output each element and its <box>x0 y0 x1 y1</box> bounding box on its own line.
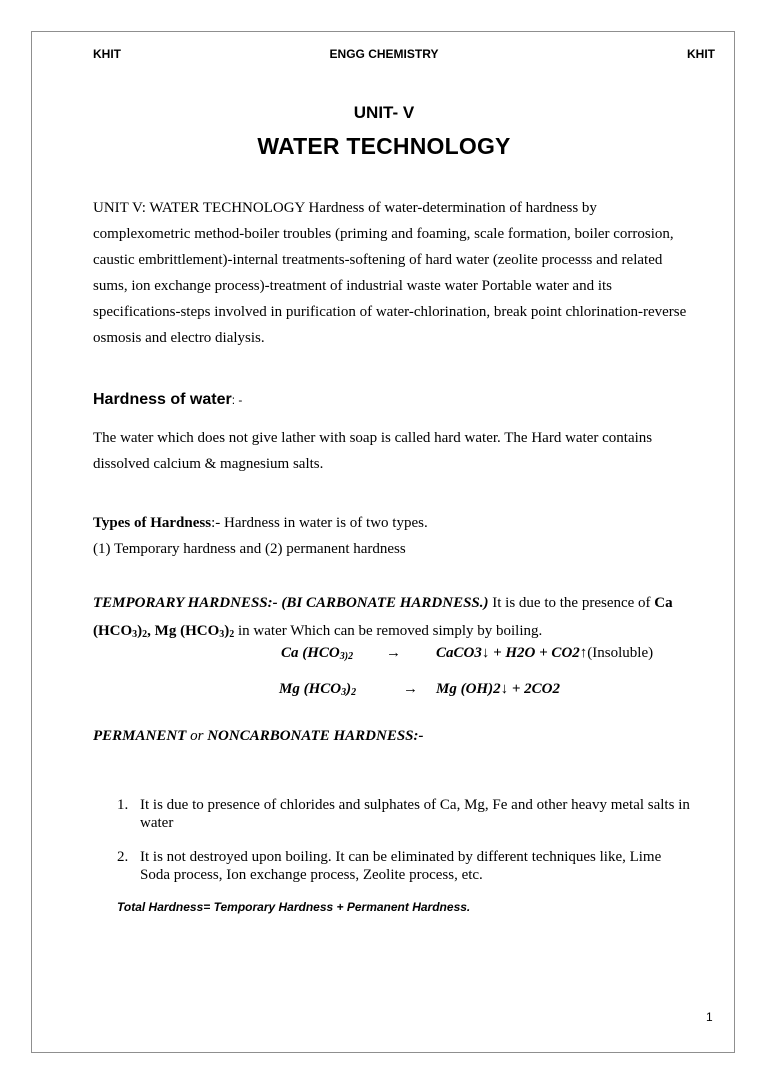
list-number: 1. <box>117 797 129 813</box>
equation-1-right: CaCO3↓ + H2O + CO2↑(Insoluble) <box>436 645 654 661</box>
header-center: ENGG CHEMISTRY <box>329 47 439 61</box>
equation-2-arrow: → <box>403 681 418 697</box>
syllabus-line: caustic embrittlement)-internal treatments-softening of hard water (zeolite processs and related <box>93 252 663 268</box>
types-text: :- Hardness in water is of two types. <box>211 515 428 531</box>
equation-1-arrow: → <box>386 645 401 661</box>
syllabus-line: sums, ion exchange process)-treatment of industrial waste water Portable water and its <box>93 278 613 294</box>
definition-line: The water which does not give lather with soap is called hard water. The Hard water contains <box>93 430 653 446</box>
hardness-heading-text: Hardness of water <box>93 391 232 408</box>
syllabus-line: complexometric method-boiler troubles (priming and foaming, scale formation, boiler corrosion, <box>93 226 674 242</box>
page-number: 1 <box>706 1010 713 1024</box>
types-list: (1) Temporary hardness and (2) permanent hardness <box>93 541 406 557</box>
syllabus-line: specifications-steps involved in purification of water-chlorination, break point chlorination-reverse <box>93 304 687 320</box>
temporary-ca: Ca <box>654 595 673 611</box>
header-left: KHIT <box>93 47 121 61</box>
definition-line: dissolved calcium & magnesium salts. <box>93 456 324 472</box>
equation-2-right: Mg (OH)2↓ + 2CO2 <box>436 681 560 697</box>
temporary-line2-text: in water Which can be removed simply by boiling. <box>234 623 543 639</box>
header-right: KHIT <box>687 47 715 61</box>
hardness-heading <box>93 391 242 409</box>
syllabus-line: osmosis and electro dialysis. <box>93 330 265 346</box>
types-label: Types of Hardness <box>93 515 212 531</box>
total-hardness: Total Hardness= Temporary Hardness + Permanent Hardness. <box>117 900 471 914</box>
temporary-text: It is due to the presence of <box>488 595 655 611</box>
unit-label: UNIT- V <box>353 103 415 122</box>
syllabus-line: UNIT V: WATER TECHNOLOGY Hardness of water-determination of hardness by <box>93 200 597 216</box>
hardness-heading-tail: : - <box>231 393 243 407</box>
equation-1-left: Ca ($HCO_{3)2}$ <box>281 645 354 662</box>
permanent-heading: PERMANENT or NONCARBONATE HARDNESS:- <box>93 728 424 744</box>
list-number: 2. <box>117 849 129 865</box>
types-of-hardness <box>93 510 713 562</box>
syllabus-paragraph <box>93 195 713 351</box>
formula-ca: $(HCO_3)_2$, Mg $(HCO_3)_2$ <box>93 623 235 640</box>
temporary-heading: TEMPORARY HARDNESS:- (BI CARBONATE HARDNESS.) <box>93 595 489 611</box>
equation-2-left: Mg $(HCO_3)_2$ <box>279 681 357 698</box>
hardness-definition <box>93 425 713 477</box>
temporary-hardness <box>93 589 713 645</box>
page-title: WATER TECHNOLOGY <box>257 133 511 159</box>
